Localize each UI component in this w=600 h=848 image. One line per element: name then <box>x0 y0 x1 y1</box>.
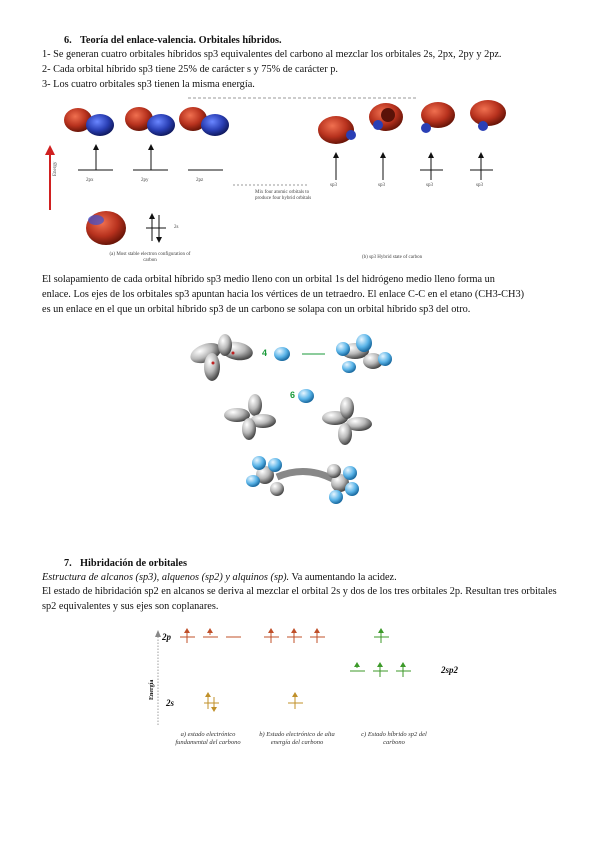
figure-caption: (a) Most stable electron configuration of carbon <box>109 252 191 263</box>
section-7-subtitle <box>42 571 397 586</box>
section-6-number: 6. <box>64 35 72 46</box>
orbital-label: sp3 <box>378 183 385 188</box>
orbital-label: 2py <box>141 178 149 183</box>
figure-caption: b) Estado electrónico de alta energía del carbono <box>259 731 335 746</box>
hybrid-label: 2sp2 <box>441 665 459 675</box>
energy-axis-label: Energy <box>53 161 58 176</box>
orbital-label: 2pz <box>196 178 204 183</box>
subtitle-italic: Estructura de alcanos (sp3), alquenos (sp2) y alquinos (sp). <box>42 572 290 583</box>
section-7-title: Hibridación de orbitales <box>80 558 187 569</box>
orbital-label: 2s <box>174 225 179 230</box>
orbital-label: sp3 <box>476 183 483 188</box>
figure-caption: a) estado electrónico fundamental del carbono <box>175 731 241 746</box>
list-item: 1- Se generan cuatro orbitales híbridos sp3 equivalentes del carbono al mezclar los orbitales 2s, 2px, 2py y 2pz. <box>42 49 502 60</box>
section-6-title: Teoría del enlace-valencia. Orbitales híbridos. <box>80 35 282 46</box>
orbital-label: 2px <box>86 178 94 183</box>
figure-caption: c) Estado híbrido sp2 del carbono <box>361 731 427 746</box>
paragraph-line: enlace. Los ejes de los orbitales sp3 apuntan hacia los vértices de un tetraedro. El enlace C-C en el etano (CH3-CH3) <box>42 289 525 300</box>
sp2-energy-diagram <box>140 625 480 735</box>
list-item: 2- Cada orbital híbrido sp3 tiene 25% de carácter s y 75% de carácter p. <box>42 64 338 75</box>
mix-caption: Mix four atomic orbitals to produce four hybrid orbitals <box>255 190 312 201</box>
sp3-orbitals <box>318 100 506 144</box>
p-orbitals <box>64 107 229 136</box>
paragraph-line: es un enlace en el que un orbital híbrido sp3 de un carbono se solapa con un orbital híbrido sp3 del otro. <box>42 304 471 315</box>
list-item: 3- Los cuatro orbitales sp3 tienen la misma energía. <box>42 79 255 90</box>
coefficient-4: 4 <box>262 348 268 358</box>
paragraph-line: El solapamiento de cada orbital híbrido sp3 medio lleno con un orbital 1s del hidrógeno medio lleno forma un <box>42 274 495 285</box>
energy-axis-label: Energía <box>149 679 155 700</box>
paragraph-line: El estado de hibridación sp2 en alcanos se deriva al mezclar el orbital 2s y dos de los tres orbitales 2p. Resultan tres orbitales <box>42 586 557 597</box>
ethane-orbital-figure <box>185 325 415 520</box>
level-2p-label: 2p <box>162 632 171 642</box>
level-2s-label: 2s <box>166 698 175 708</box>
orbital-label: sp3 <box>330 183 337 188</box>
coefficient-6: 6 <box>290 390 296 400</box>
subtitle-rest: Va aumentando la acidez. <box>289 572 397 583</box>
orbital-label: sp3 <box>426 183 433 188</box>
figure-caption: (b) sp3 Hybrid state of carbon <box>362 255 423 260</box>
sp3-hybridization-figure <box>38 95 558 265</box>
section-7-number: 7. <box>64 558 72 569</box>
paragraph-line: sp2 equivalentes y sus ejes son coplanares. <box>42 601 219 612</box>
